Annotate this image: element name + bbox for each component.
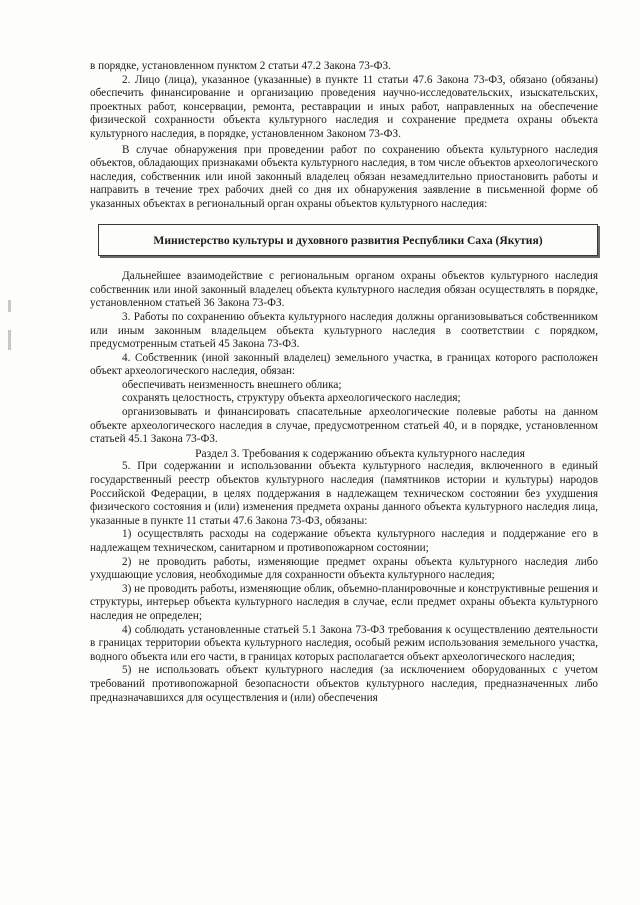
document-body [90,60,598,705]
scan-artifact [8,300,11,312]
paragraph: в порядке, установленном пунктом 2 статьи 47.2 Закона 73-ФЗ. [90,60,391,72]
list-item: 3) не проводить работы, изменяющие облик, объемно-планировочные и конструктивные решения и структуры, интерьер объекта культурного наследия в случае, если предмет охраны объекта культурного наследия не определен; [90,582,598,622]
list-item: 4) соблюдать установленные статьей 5.1 Закона 73-ФЗ требования к осуществлению деятельности в границах территории объекта культурного наследия, особый режим использования земельного участка, водного объекта или его части, в границах которых располагается объект археологического наследия; [90,623,598,663]
list-item: 5) не использовать объект культурного наследия (за исключением оборудованных с учетом требований противопожарной безопасности объектов культурного наследия, предназначенных либо предназначавшихся для осуществления и (или) обеспечения [90,664,598,704]
paragraph: 2. Лицо (лица), указанное (указанные) в пункте 11 статьи 47.6 Закона 73-ФЗ, обязано (обязаны) обеспечить финансирование и организацию проведения научно-исследовательских, изыскательских, проектных работ, консервации, ремонта, реставрации и иных работ, направленных на обеспечение физической сохранности объекта культурного наследия и сохранение предмета охраны объекта культурного наследия, в порядке, установленном Законом 73-ФЗ. [90,73,598,140]
paragraph: организовывать и финансировать спасательные археологические полевые работы на данном объекте археологического наследия в случае, предусмотренном статьей 40, и в порядке, установленном статьей 45.1 Закона 73-ФЗ. [90,406,598,446]
paragraph: 3. Работы по сохранению объекта культурного наследия должны организовываться собственником или иным законным владельцем объекта культурного наследия в соответствии с порядком, предусмотренным статьей 45 Закона 73-ФЗ. [90,310,598,351]
list-item: 1) осуществлять расходы на содержание объекта культурного наследия и поддержание его в надлежащем техническом, санитарном и противопожарном состоянии; [90,528,598,554]
paragraph: 5. При содержании и использовании объекта культурного наследия, включенного в единый государственный реестр объектов культурного наследия (памятников истории и культуры) народов Российской Федерации, в целях поддержания в надлежащем техническом состоянии без ухудшения физического состояния и (или) изменения предмета охраны данного объекта культурного наследия лица, указанные в пункте 11 статьи 47.6 Закона 73-ФЗ, обязаны: [90,460,598,527]
paragraph: Дальнейшее взаимодействие с региональным органом охраны объектов культурного наследия собственник или иной законный владелец объекта культурного наследия обязан осуществлять в порядке, установленном статьей 36 Закона 73-ФЗ. [90,270,598,310]
scan-artifact [8,330,11,350]
list-item: 2) не проводить работы, изменяющие предмет охраны объекта культурного наследия либо ухудшающие условия, необходимые для сохранности объекта культурного наследия; [90,555,598,582]
authority-box: Министерство культуры и духовного развития Республики Саха (Якутия) [98,224,598,257]
paragraph: обеспечивать неизменность внешнего облика; [122,378,342,391]
paragraph: сохранять целостность, структуру объекта археологического наследия; [122,392,461,405]
section-heading: Раздел 3. Требования к содержанию объекта культурного наследия [195,446,525,460]
paragraph: 4. Собственник (иной законный владелец) земельного участка, в границах которого расположен объект археологического наследия, обязан: [90,351,598,378]
paragraph: В случае обнаружения при проведении работ по сохранению объекта культурного наследия объектов, обладающих признаками объекта культурного наследия, в том числе объектов археологического наследия, собственник или иной законный владелец обязан незамедлительно приостановить работы и направить в течение трех рабочих дней со дня их обнаружения заявление в письменной форме об указанных объектах в региональный орган охраны объектов культурного наследия: [90,143,598,210]
